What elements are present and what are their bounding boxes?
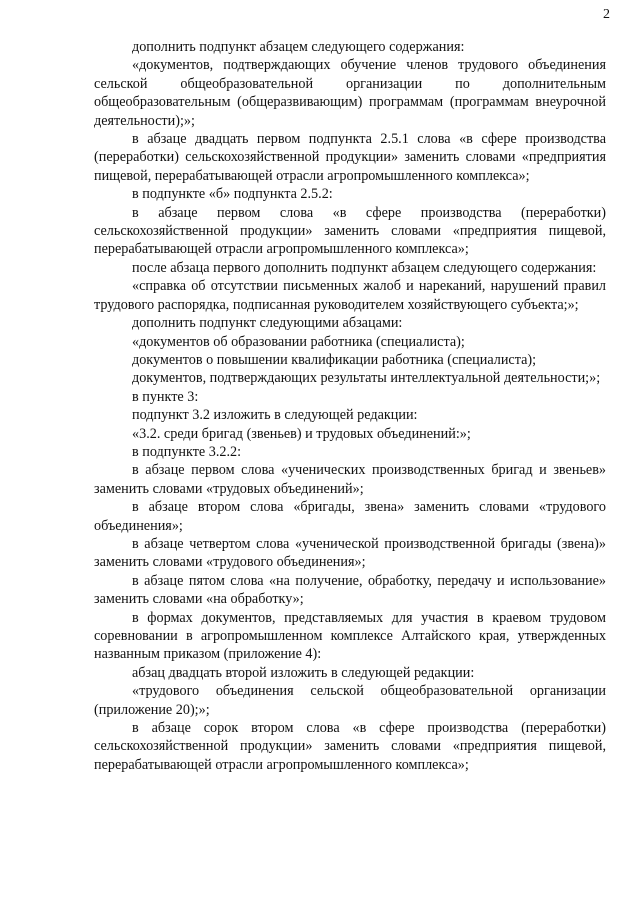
paragraph: «3.2. среди бригад (звеньев) и трудовых объединений:»; <box>132 425 471 442</box>
paragraph: в абзаце первом слова «в сфере производства (переработки) сельскохозяйственной продукции» заменить словами «предприятия пищевой, перерабатывающей отрасли агропромышленного комплекса»; <box>94 204 606 258</box>
paragraph: дополнить подпункт следующими абзацами: <box>132 315 403 332</box>
document-body <box>94 38 606 774</box>
paragraph: в абзаце втором слова «бригады, звена» заменить словами «трудового объединения»; <box>94 499 606 534</box>
paragraph: документов, подтверждающих результаты интеллектуальной деятельности;»; <box>132 370 601 387</box>
paragraph: в абзаце двадцать первом подпункта 2.5.1 слова «в сфере производства (переработки) сельскохозяйственной продукции» заменить словами «предприятия пищевой, перерабатывающей отрасли агропромышленного комплекса»; <box>94 131 606 184</box>
paragraph: подпункт 3.2 изложить в следующей редакции: <box>132 407 418 424</box>
paragraph: абзац двадцать второй изложить в следующей редакции: <box>132 664 475 681</box>
paragraph: в абзаце сорок втором слова «в сфере производства (переработки) сельскохозяйственной продукции» заменить словами «предприятия пищевой, перерабатывающей отрасли агропромышленного комплекса»; <box>94 720 606 773</box>
paragraph: в подпункте 3.2.2: <box>132 443 242 460</box>
paragraph: «документов об образовании работника (специалиста); <box>132 333 465 350</box>
paragraph: в абзаце четвертом слова «ученической производственной бригады (звена)» заменить словами «трудового объединения»; <box>94 535 606 571</box>
paragraph: «документов, подтверждающих обучение членов трудового объединения сельской общеобразовательной организации по дополнительным общеобразовательным (общеразвивающим) программам (программам внеурочной деятельности);»; <box>94 57 606 129</box>
paragraph: в формах документов, представляемых для участия в краевом трудовом соревновании в агропромышленном комплексе Алтайского края, утвержденных названным приказом (приложение 4): <box>94 609 606 663</box>
paragraph: «справка об отсутствии письменных жалоб и нареканий, нарушений правил трудового распорядка, подписанная руководителем хозяйствующего субъекта;»; <box>94 278 606 313</box>
paragraph: после абзаца первого дополнить подпункт абзацем следующего содержания: <box>132 259 597 276</box>
paragraph: документов о повышении квалификации работника (специалиста); <box>132 351 537 368</box>
paragraph: в пункте 3: <box>132 388 199 405</box>
paragraph: дополнить подпункт абзацем следующего содержания: <box>132 39 465 55</box>
paragraph: «трудового объединения сельской общеобразовательной организации (приложение 20);»; <box>94 683 606 718</box>
page-number: 2 <box>603 7 610 22</box>
paragraph: в абзаце первом слова «ученических производственных бригад и звеньев» заменить словами «трудовых объединений»; <box>94 462 606 497</box>
paragraph: в подпункте «б» подпункта 2.5.2: <box>132 186 333 203</box>
paragraph: в абзаце пятом слова «на получение, обработку, передачу и использование» заменить словами «на обработку»; <box>94 572 606 608</box>
